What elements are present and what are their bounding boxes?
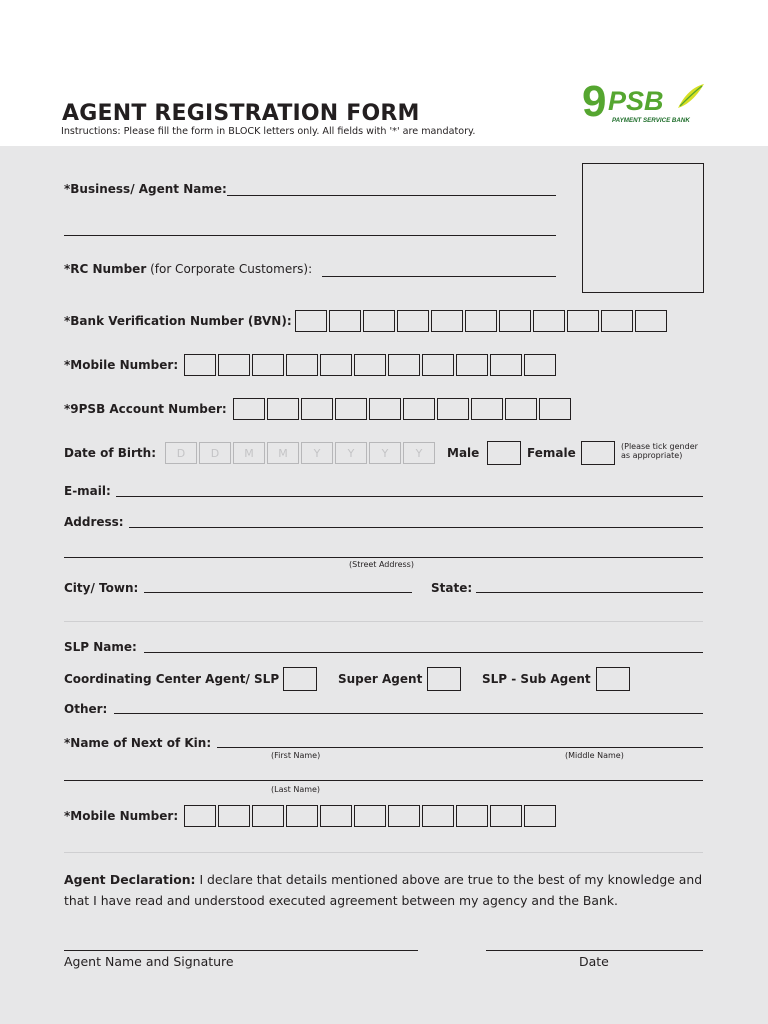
date-label: Date: [579, 954, 609, 969]
mobile-digit-box[interactable]: [456, 354, 488, 376]
bvn-digit-box[interactable]: [465, 310, 497, 332]
kin-mobile-digit-box[interactable]: [354, 805, 386, 827]
address-input-line-2[interactable]: [64, 557, 703, 558]
section-divider: [64, 621, 703, 622]
kin-mobile-digit-box[interactable]: [286, 805, 318, 827]
female-checkbox[interactable]: [581, 441, 615, 465]
male-checkbox[interactable]: [487, 441, 521, 465]
dob-month-box[interactable]: M: [233, 442, 265, 464]
signature-input[interactable]: [64, 950, 418, 951]
mobile-digit-box[interactable]: [524, 354, 556, 376]
passport-photo-box[interactable]: [582, 163, 704, 293]
account-digit-box[interactable]: [233, 398, 265, 420]
first-name-caption: (First Name): [271, 751, 321, 760]
logo-wordmark: PSB: [608, 86, 664, 116]
slp-name-label: SLP Name:: [64, 640, 137, 654]
dob-day-box[interactable]: D: [165, 442, 197, 464]
dob-label: Date of Birth:: [64, 446, 157, 460]
account-digit-box[interactable]: [539, 398, 571, 420]
page-title: AGENT REGISTRATION FORM: [62, 101, 420, 126]
gender-note: (Please tick gender as appropriate): [621, 442, 698, 460]
bvn-label: *Bank Verification Number (BVN):: [64, 314, 292, 328]
slp-name-input[interactable]: [144, 652, 703, 653]
bvn-digit-box[interactable]: [533, 310, 565, 332]
account-digit-box[interactable]: [301, 398, 333, 420]
kin-mobile-digit-box[interactable]: [490, 805, 522, 827]
dob-month-box[interactable]: M: [267, 442, 299, 464]
next-of-kin-last-name-input[interactable]: [64, 780, 703, 781]
instructions-text: Instructions: Please fill the form in BLOCK letters only. All fields with '*' are mandatory.: [61, 126, 476, 137]
dob-input-boxes[interactable]: [165, 442, 437, 464]
male-label: Male: [447, 446, 480, 460]
slp-sub-agent-checkbox[interactable]: [596, 667, 630, 691]
super-agent-checkbox[interactable]: [427, 667, 461, 691]
business-name-input-line-2[interactable]: [64, 235, 556, 236]
bvn-digit-box[interactable]: [601, 310, 633, 332]
rc-number-input[interactable]: [322, 276, 556, 277]
next-of-kin-label: *Name of Next of Kin:: [64, 736, 212, 750]
9psb-logo-mark: [582, 80, 706, 126]
agent-declaration: Agent Declaration: I declare that details mentioned above are true to the best of my knowledge and that I have read and understood executed agreement between my agency and the Bank.: [64, 872, 703, 908]
mobile-digit-box[interactable]: [252, 354, 284, 376]
logo-numeral: 9: [582, 80, 607, 126]
business-name-label: *Business/ Agent Name:: [64, 182, 227, 196]
dob-year-box[interactable]: Y: [301, 442, 333, 464]
account-digit-box[interactable]: [267, 398, 299, 420]
address-input[interactable]: [129, 527, 703, 528]
mobile-digit-box[interactable]: [218, 354, 250, 376]
kin-mobile-digit-box[interactable]: [388, 805, 420, 827]
rc-number-label: *RC Number (for Corporate Customers):: [64, 262, 313, 276]
last-name-caption: (Last Name): [271, 785, 321, 794]
other-input[interactable]: [114, 713, 703, 714]
address-label: Address:: [64, 515, 124, 529]
account-digit-box[interactable]: [369, 398, 401, 420]
account-digit-box[interactable]: [335, 398, 367, 420]
date-input[interactable]: [486, 950, 703, 951]
bvn-digit-box[interactable]: [567, 310, 599, 332]
mobile-digit-box[interactable]: [286, 354, 318, 376]
coordinating-agent-label: Coordinating Center Agent/ SLP: [64, 672, 280, 686]
dob-day-box[interactable]: D: [199, 442, 231, 464]
bvn-input-boxes[interactable]: [295, 310, 669, 332]
dob-year-box[interactable]: Y: [403, 442, 435, 464]
kin-mobile-label: *Mobile Number:: [64, 809, 179, 823]
state-input[interactable]: [476, 592, 703, 593]
business-name-input[interactable]: [227, 195, 556, 196]
mobile-digit-box[interactable]: [320, 354, 352, 376]
mobile-digit-box[interactable]: [184, 354, 216, 376]
account-digit-box[interactable]: [505, 398, 537, 420]
mobile-digit-box[interactable]: [388, 354, 420, 376]
dob-year-box[interactable]: Y: [369, 442, 401, 464]
kin-mobile-digit-box[interactable]: [456, 805, 488, 827]
mobile-digit-box[interactable]: [490, 354, 522, 376]
kin-mobile-digit-box[interactable]: [320, 805, 352, 827]
9psb-logo: [582, 80, 706, 126]
kin-mobile-digit-box[interactable]: [252, 805, 284, 827]
other-label: Other:: [64, 702, 108, 716]
city-label: City/ Town:: [64, 581, 139, 595]
account-number-label: *9PSB Account Number:: [64, 402, 227, 416]
signature-label: Agent Name and Signature: [64, 954, 234, 969]
female-label: Female: [527, 446, 576, 460]
bvn-digit-box[interactable]: [635, 310, 667, 332]
account-digit-box[interactable]: [403, 398, 435, 420]
email-label: E-mail:: [64, 484, 111, 498]
kin-mobile-digit-box[interactable]: [422, 805, 454, 827]
super-agent-label: Super Agent: [338, 672, 423, 686]
mobile-label: *Mobile Number:: [64, 358, 179, 372]
dob-year-box[interactable]: Y: [335, 442, 367, 464]
mobile-input-boxes[interactable]: [184, 354, 558, 376]
city-input[interactable]: [144, 592, 412, 593]
bvn-digit-box[interactable]: [295, 310, 327, 332]
mobile-digit-box[interactable]: [354, 354, 386, 376]
bvn-digit-box[interactable]: [397, 310, 429, 332]
bvn-digit-box[interactable]: [329, 310, 361, 332]
kin-mobile-digit-box[interactable]: [524, 805, 556, 827]
coordinating-agent-checkbox[interactable]: [283, 667, 317, 691]
account-digit-box[interactable]: [471, 398, 503, 420]
next-of-kin-input[interactable]: [217, 747, 703, 748]
state-label: State:: [431, 581, 473, 595]
section-divider: [64, 852, 703, 853]
street-address-caption: (Street Address): [349, 560, 414, 569]
logo-tagline: PAYMENT SERVICE BANK: [612, 117, 690, 124]
bvn-digit-box[interactable]: [431, 310, 463, 332]
account-number-boxes[interactable]: [233, 398, 573, 420]
bvn-digit-box[interactable]: [499, 310, 531, 332]
middle-name-caption: (Middle Name): [565, 751, 624, 760]
slp-sub-agent-label: SLP - Sub Agent: [482, 672, 591, 686]
kin-mobile-digit-box[interactable]: [218, 805, 250, 827]
account-digit-box[interactable]: [437, 398, 469, 420]
kin-mobile-input-boxes[interactable]: [184, 805, 558, 827]
mobile-digit-box[interactable]: [422, 354, 454, 376]
bvn-digit-box[interactable]: [363, 310, 395, 332]
kin-mobile-digit-box[interactable]: [184, 805, 216, 827]
email-input[interactable]: [116, 496, 703, 497]
